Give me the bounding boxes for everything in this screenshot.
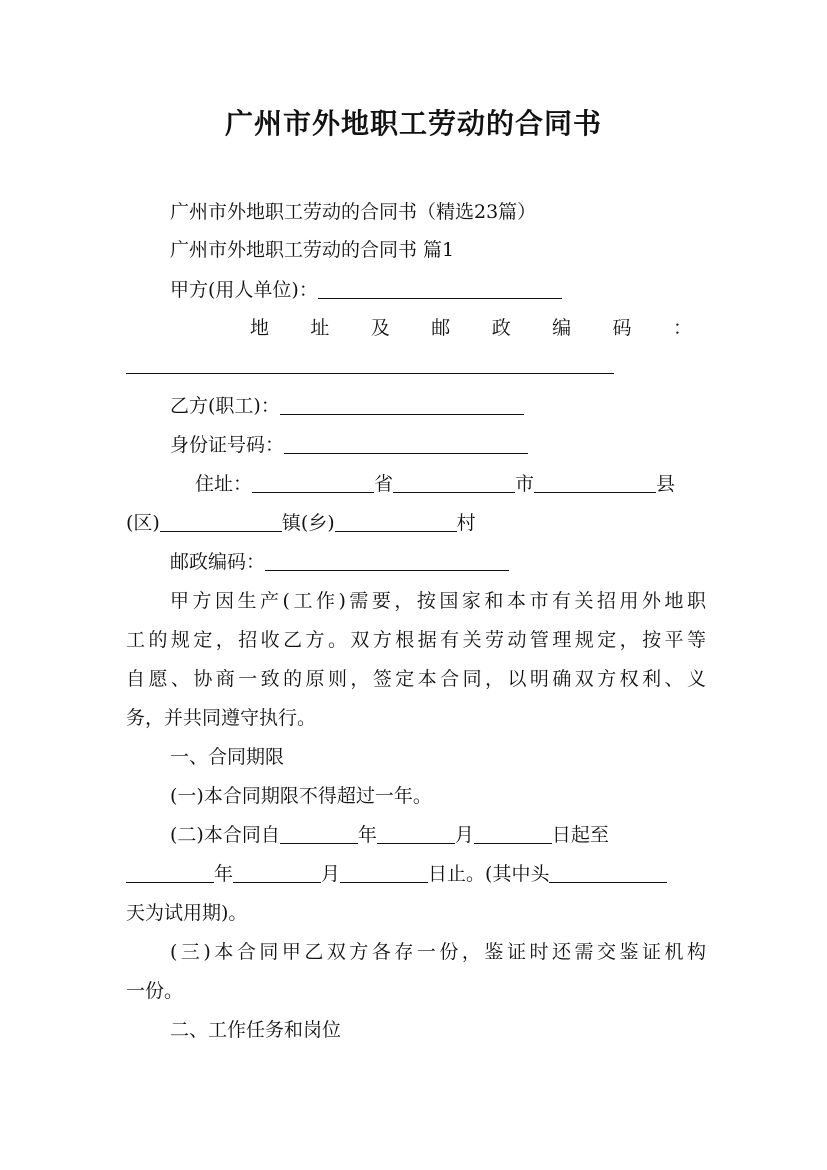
piece-heading: 广州市外地职工劳动的合同书 篇1	[170, 239, 455, 261]
id-number-line	[170, 433, 706, 457]
residence-label: 住址：	[194, 473, 252, 495]
party-a-blank	[318, 279, 562, 299]
party-b-line	[170, 394, 706, 418]
clause-3-line-1: (三)本合同甲乙双方各存一份，鉴证时还需交鉴证机构	[170, 941, 706, 963]
intro-line: 甲方因生产(工作)需要，按国家和本市有关招用外地职	[170, 590, 706, 612]
clause-3-line-2: 一份。	[126, 980, 184, 1002]
probation-blank	[549, 863, 667, 883]
town-label: 镇(乡)	[281, 512, 335, 534]
document-title: 广州市外地职工劳动的合同书	[224, 107, 602, 140]
subtitle: 广州市外地职工劳动的合同书（精选23篇）	[170, 201, 537, 223]
section-heading-1: 一、合同期限	[170, 746, 285, 768]
party-a-line	[170, 278, 706, 302]
clause-1: (一)本合同期限不得超过一年。	[170, 785, 432, 807]
address-char: 址	[310, 317, 330, 339]
province-blank	[252, 473, 374, 493]
county-label: 县	[656, 473, 676, 495]
year-label: 年	[357, 824, 377, 846]
party-a-label: 甲方(用人单位)：	[170, 279, 318, 301]
district-label: (区)	[126, 512, 160, 534]
intro-line: 务，并共同遵守执行。	[126, 707, 317, 729]
year-label: 年	[214, 863, 234, 885]
town-blank	[335, 512, 457, 532]
start-year-blank	[280, 824, 358, 844]
month-label: 月	[321, 863, 341, 885]
clause-2-line-1	[170, 823, 706, 847]
party-b-label: 乙方(职工)：	[170, 395, 280, 417]
party-b-blank	[280, 395, 524, 415]
village-label: 村	[456, 512, 476, 534]
residence-line-2	[126, 511, 706, 535]
intro-line: 工的规定，招收乙方。双方根据有关劳动管理规定，按平等	[126, 629, 706, 651]
clause-2-line-2	[126, 862, 706, 886]
end-month-blank	[233, 863, 321, 883]
start-day-blank	[474, 824, 552, 844]
address-char: 邮	[431, 317, 451, 339]
day-to-label: 日止。(其中头	[428, 863, 550, 885]
end-year-blank	[126, 863, 214, 883]
county-blank	[534, 473, 656, 493]
city-label: 市	[515, 473, 535, 495]
address-postcode-label	[250, 316, 692, 340]
postcode-blank	[265, 551, 509, 571]
residence-line	[126, 472, 706, 496]
postcode-label: 邮政编码：	[170, 551, 266, 573]
postcode-line	[170, 550, 706, 574]
province-label: 省	[374, 473, 394, 495]
address-char: 及	[370, 317, 390, 339]
id-number-blank	[284, 434, 528, 454]
address-char: 编	[552, 317, 572, 339]
address-char: 码	[612, 317, 632, 339]
clause-2-start: (二)本合同自	[170, 824, 280, 846]
city-blank	[393, 473, 515, 493]
address-char: 地	[250, 317, 270, 339]
id-number-label: 身份证号码：	[170, 434, 285, 456]
end-day-blank	[340, 863, 428, 883]
address-blank	[126, 373, 614, 374]
district-blank	[160, 512, 282, 532]
address-char: 政	[491, 317, 511, 339]
clause-2-end: 天为试用期)。	[126, 902, 248, 924]
month-label: 月	[454, 824, 474, 846]
intro-line: 自愿、协商一致的原则，签定本合同，以明确双方权利、义	[126, 668, 706, 690]
address-char: ：	[672, 317, 692, 339]
day-from-label: 日起至	[551, 824, 609, 846]
start-month-blank	[377, 824, 455, 844]
section-heading-2: 二、工作任务和岗位	[170, 1019, 342, 1041]
